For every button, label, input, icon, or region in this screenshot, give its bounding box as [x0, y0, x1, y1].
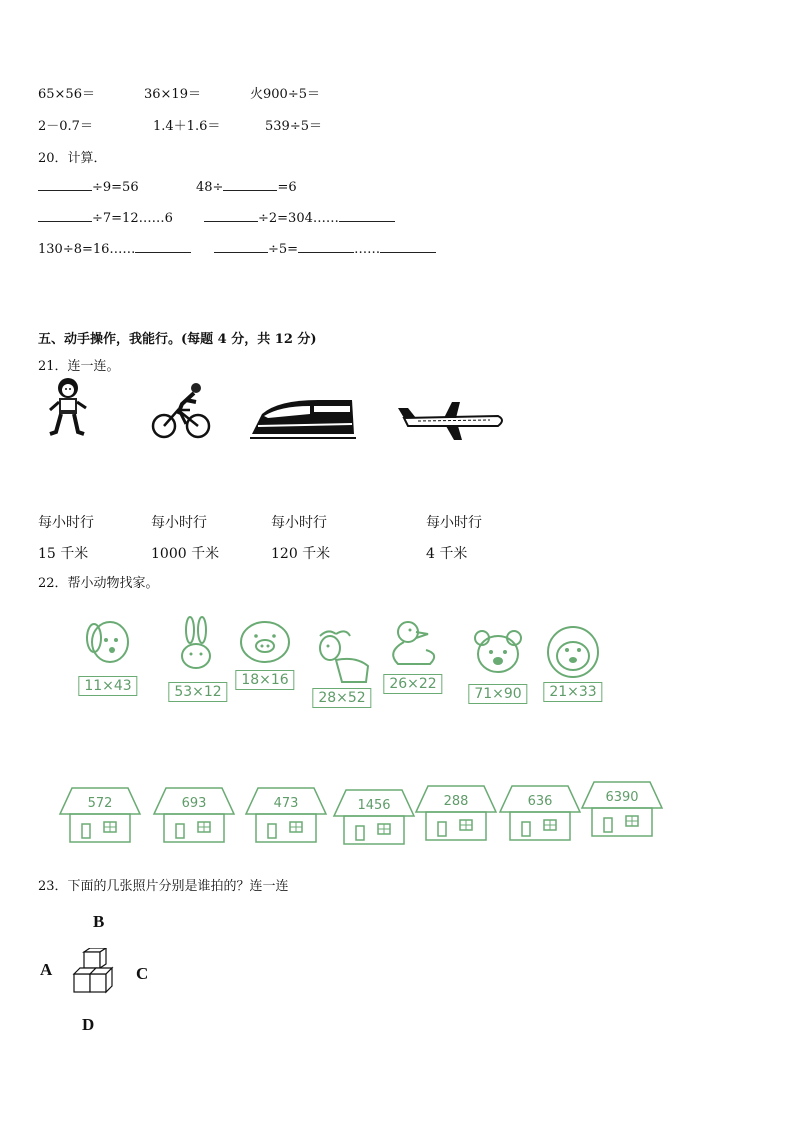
duck-icon	[380, 618, 446, 674]
speed-label-2-line2: 1000 千米	[151, 546, 220, 562]
viewpoint-label-b: B	[93, 912, 105, 931]
question-20-title: 20．计算．	[38, 151, 107, 166]
answer-blank[interactable]	[380, 240, 436, 253]
question-21-title: 21．连一连。	[38, 359, 120, 374]
animal-expression: 11×43	[78, 676, 137, 696]
house-1[interactable]	[58, 784, 142, 846]
answer-blank[interactable]	[339, 209, 395, 222]
q20-l3b-dots: ……	[354, 242, 381, 257]
house-number: 572	[87, 796, 113, 811]
q20-line-2b	[204, 209, 395, 226]
animal-expression: 71×90	[468, 684, 527, 704]
animal-expression: 18×16	[235, 670, 294, 690]
walking-child-icon[interactable]	[44, 376, 94, 440]
speed-label-2-line1: 每小时行	[151, 515, 207, 531]
monkey-icon	[538, 624, 608, 680]
speed-label-4-line2: 4 千米	[426, 546, 468, 562]
calc-item-2: 36×19＝	[144, 87, 201, 102]
animal-expression: 53×12	[168, 682, 227, 702]
animal-card-dog[interactable]	[76, 618, 140, 696]
answer-blank[interactable]	[135, 240, 191, 253]
question-23-title: 23．下面的几张照片分别是谁拍的？连一连	[38, 879, 289, 894]
speed-label-3-line1: 每小时行	[271, 515, 327, 531]
q20-l2b-mid: ÷2=304……	[258, 211, 339, 226]
speed-label-1-line2: 15 千米	[38, 546, 89, 562]
cube-stack-icon	[70, 948, 120, 1002]
q20-line-1a	[38, 178, 139, 195]
house-6[interactable]	[498, 782, 582, 844]
animal-expression: 21×33	[543, 682, 602, 702]
airplane-icon[interactable]	[394, 400, 508, 442]
animal-card-bear[interactable]	[466, 628, 530, 704]
goat-icon	[306, 626, 378, 686]
q20-l2a-text: ÷7=12……6	[92, 211, 173, 226]
house-2[interactable]	[152, 784, 236, 846]
calc-item-5: 1.4＋1.6＝	[153, 119, 221, 134]
answer-blank[interactable]	[223, 178, 277, 191]
house-5[interactable]	[414, 782, 498, 844]
rabbit-icon	[166, 616, 230, 680]
q20-l1b-pre: 48÷	[196, 180, 224, 195]
calc-item-4: 2－0.7＝	[38, 119, 93, 134]
animal-card-duck[interactable]	[380, 618, 446, 694]
q20-line-3a	[38, 240, 191, 257]
house-number: 693	[181, 796, 207, 811]
house-3[interactable]	[244, 784, 328, 846]
q20-l3b-mid: ÷5=	[268, 242, 299, 257]
house-number: 288	[443, 794, 469, 809]
house-icon	[414, 782, 498, 844]
house-icon	[498, 782, 582, 844]
bear-icon	[466, 628, 530, 682]
q20-l3a-text: 130÷8=16……	[38, 242, 136, 257]
house-7[interactable]	[580, 778, 664, 840]
viewpoint-label-a: A	[40, 960, 53, 979]
train-icon[interactable]	[248, 396, 358, 442]
house-icon	[58, 784, 142, 846]
answer-blank[interactable]	[214, 240, 268, 253]
house-4[interactable]	[332, 786, 416, 848]
answer-blank[interactable]	[38, 178, 92, 191]
q20-line-3b	[214, 240, 436, 257]
animal-card-pig[interactable]	[232, 618, 298, 690]
house-number: 6390	[605, 790, 639, 805]
house-icon	[152, 784, 236, 846]
house-icon	[580, 778, 664, 840]
house-icon	[244, 784, 328, 846]
animal-card-goat[interactable]	[306, 626, 378, 708]
q20-l1b-post: =6	[277, 180, 297, 195]
q20-l1a-text: ÷9=56	[92, 180, 139, 195]
calc-item-6: 539÷5＝	[265, 119, 322, 134]
cyclist-icon[interactable]	[150, 380, 212, 442]
answer-blank[interactable]	[298, 240, 354, 253]
question-22-title: 22．帮小动物找家。	[38, 576, 159, 591]
q20-line-1b	[196, 178, 297, 195]
calc-item-3: 火900÷5＝	[250, 87, 320, 102]
house-icon	[332, 786, 416, 848]
speed-label-3-line2: 120 千米	[271, 546, 331, 562]
pig-icon	[232, 618, 298, 668]
q20-line-2a	[38, 209, 173, 226]
animal-expression: 28×52	[312, 688, 371, 708]
house-number: 1456	[357, 798, 391, 813]
animal-expression: 26×22	[383, 674, 442, 694]
house-number: 636	[527, 794, 553, 809]
animal-card-rabbit[interactable]	[166, 616, 230, 702]
house-number: 473	[273, 796, 299, 811]
answer-blank[interactable]	[38, 209, 92, 222]
viewpoint-label-d: D	[82, 1015, 95, 1034]
section-5-heading: 五、动手操作，我能行。(每题 4 分，共 12 分)	[38, 332, 317, 347]
dog-icon	[76, 618, 140, 676]
animal-card-monkey[interactable]	[538, 624, 608, 702]
speed-label-1-line1: 每小时行	[38, 515, 94, 531]
viewpoint-label-c: C	[136, 964, 149, 983]
speed-label-4-line1: 每小时行	[426, 515, 482, 531]
calc-item-1: 65×56＝	[38, 87, 95, 102]
answer-blank[interactable]	[204, 209, 258, 222]
